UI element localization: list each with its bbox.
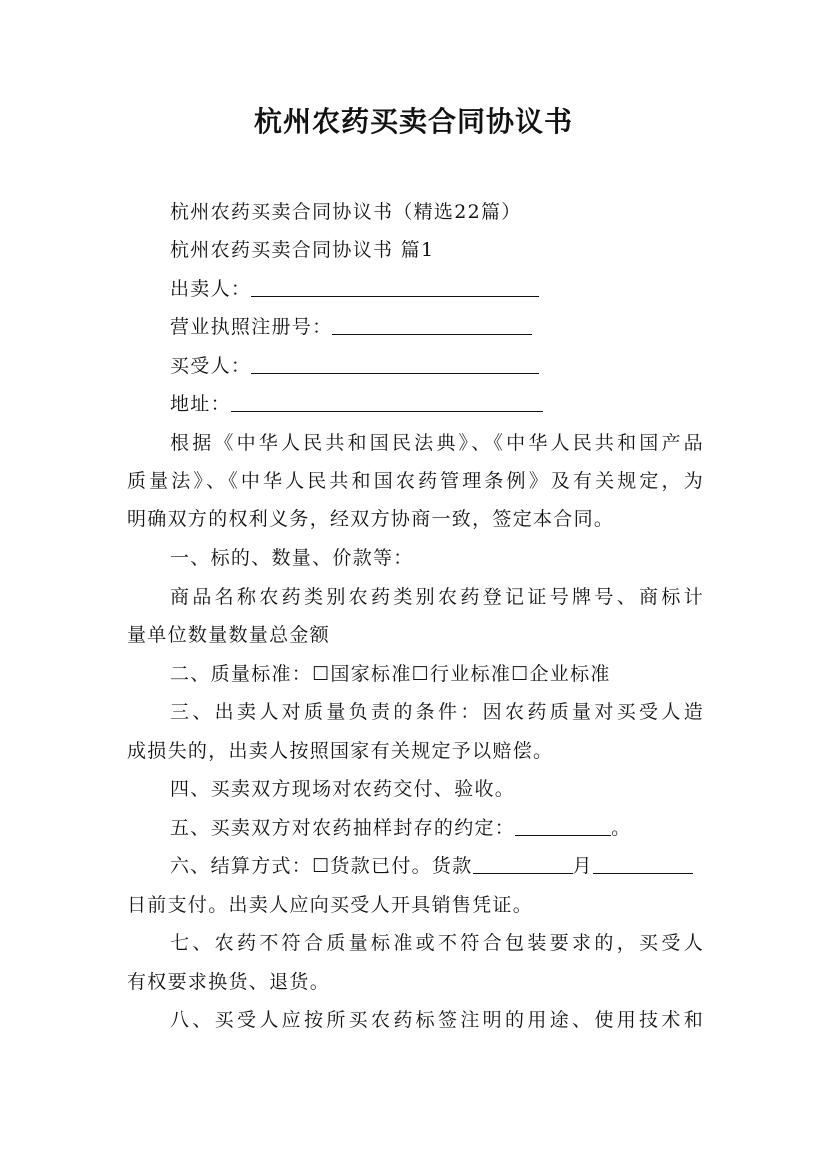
clause-7-line-1: 七、农药不符合质量标准或不符合包装要求的，买受人: [170, 932, 704, 954]
license-blank: [332, 312, 532, 335]
clause-1: 一、标的、数量、价款等：: [170, 547, 414, 569]
seller-label: 出卖人：: [170, 278, 252, 300]
license-field: [170, 308, 750, 346]
buyer-field: [170, 347, 750, 385]
section-heading: 杭州农药买卖合同协议书 篇1: [170, 239, 435, 261]
intro-line-3: 明确双方的权利义务，经双方协商一致，签定本合同。: [127, 508, 615, 530]
clause-5: [170, 809, 750, 847]
clause-4: 四、买卖双方现场对农药交付、验收。: [170, 778, 516, 800]
intro-line-2: 质量法》、《中华人民共和国农药管理条例》及有关规定，为: [127, 470, 704, 492]
seller-field: [170, 270, 750, 308]
clause-6-line-2: 日前支付。出卖人应向买受人开具销售凭证。: [127, 894, 534, 916]
clause-2: 二、质量标准：☐国家标准☐行业标准☐企业标准: [170, 663, 611, 685]
clause-6-month: 月: [572, 855, 593, 877]
buyer-blank: [251, 351, 539, 374]
intro-line-1: 根据《中华人民共和国民法典》、《中华人民共和国产品: [170, 432, 704, 454]
seller-blank: [251, 274, 539, 297]
clause-6-line-1: [170, 847, 750, 885]
clause-3-line-2: 成损失的，出卖人按照国家有关规定予以赔偿。: [127, 740, 554, 762]
clause-1-detail-line-1: 商品名称农药类别农药类别农药登记证号牌号、商标计: [170, 586, 704, 608]
clause-5-blank: [515, 813, 611, 836]
clause-7-line-2: 有权要求换货、退货。: [127, 971, 331, 993]
address-blank: [231, 389, 543, 412]
clause-5-prefix: 五、买卖双方对农药抽样封存的约定：: [170, 817, 516, 839]
clause-6-month-blank: [593, 851, 693, 874]
address-label: 地址：: [170, 393, 231, 415]
clause-6-payment-blank: [473, 851, 573, 874]
document-subtitle: 杭州农药买卖合同协议书（精选22篇）: [170, 201, 522, 223]
buyer-label: 买受人：: [170, 355, 252, 377]
address-field: [170, 385, 750, 423]
license-label: 营业执照注册号：: [170, 316, 333, 338]
clause-8-line-1: 八、买受人应按所买农药标签注明的用途、使用技术和: [170, 1009, 704, 1031]
document-title: 杭州农药买卖合同协议书: [253, 105, 573, 138]
clause-6-prefix: 六、结算方式：☐货款已付。货款: [170, 855, 473, 877]
clause-5-suffix: 。: [611, 817, 632, 839]
clause-3-line-1: 三、出卖人对质量负责的条件：因农药质量对买受人造: [170, 701, 704, 723]
clause-1-detail-line-2: 量单位数量数量总金额: [127, 624, 331, 646]
